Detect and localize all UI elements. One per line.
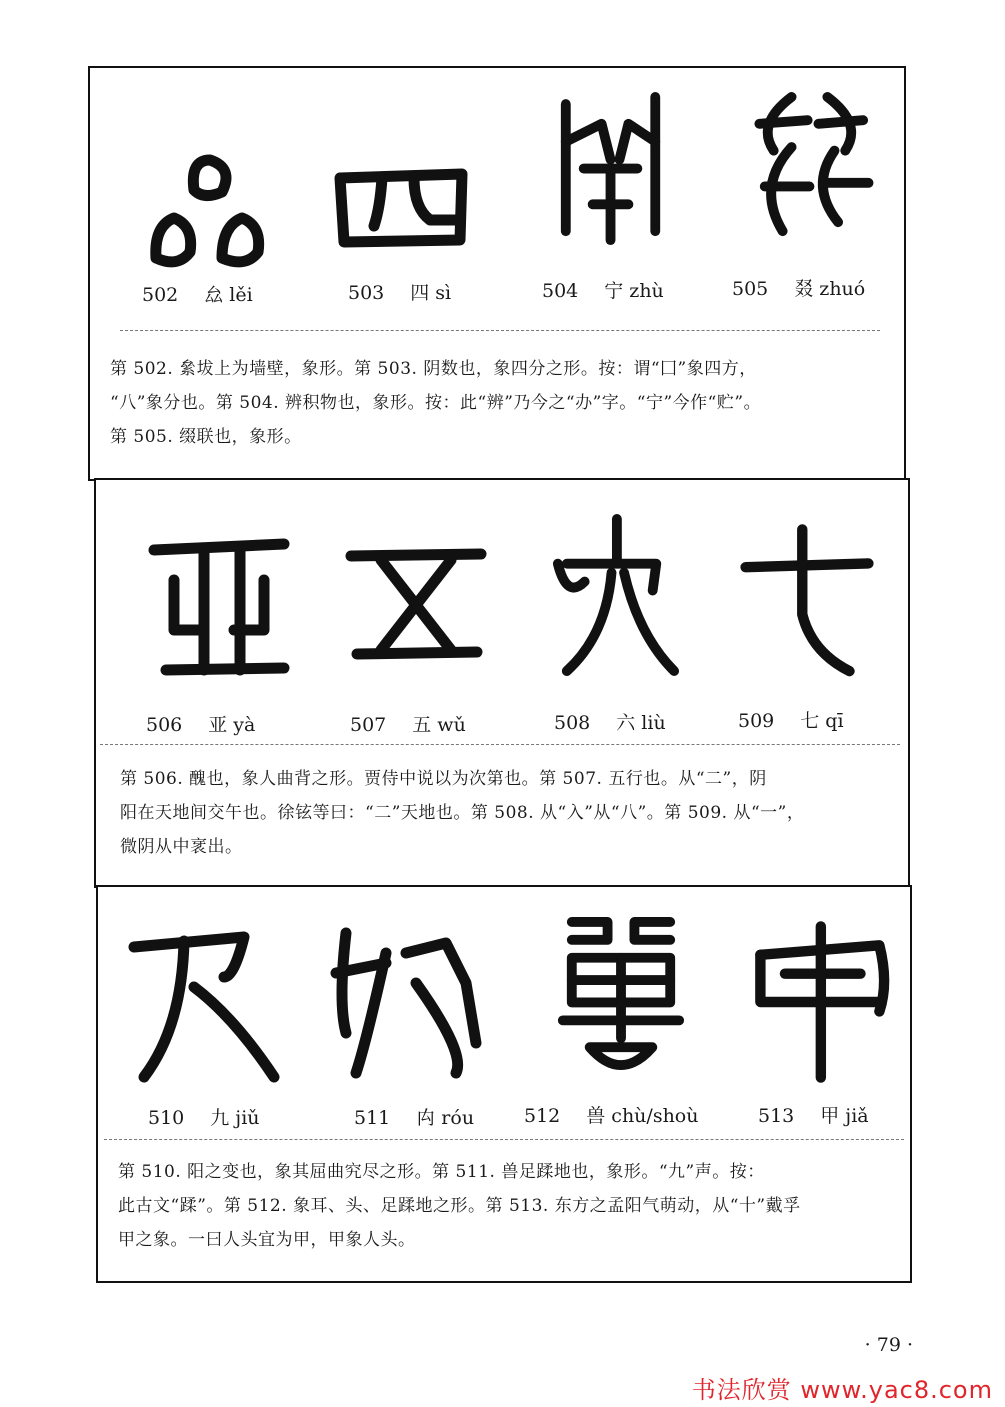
dashed-divider	[104, 1139, 904, 1140]
description-text: 第 502. 絫坺上为墙壁，象形。第 503. 阴数也，象四分之形。按：谓“囗”象四方， “八”象分也。第 504. 辨积物也，象形。按：此“辨”乃今之“办”字。“宁”今作“贮”。 第 505. 缀联也，象形。	[110, 359, 762, 447]
page-number: · 79 ·	[864, 1334, 913, 1356]
caption-505: 505 叕 zhuó	[732, 278, 866, 300]
caption-504: 504 宁 zhù	[542, 280, 664, 302]
caption-512: 512 兽 chù/shoù	[524, 1105, 699, 1127]
jiu-seal-glyph	[124, 917, 274, 1087]
qi-seal-glyph	[732, 520, 882, 690]
shou-seal-glyph	[546, 913, 696, 1083]
dashed-divider	[120, 330, 880, 331]
caption-513: 513 甲 jiǎ	[758, 1105, 869, 1127]
caption-509: 509 七 qī	[738, 710, 844, 732]
lei-seal-glyph	[142, 108, 292, 278]
si-seal-glyph	[330, 108, 480, 278]
caption-508: 508 六 liù	[554, 712, 666, 734]
caption-503: 503 四 sì	[348, 282, 452, 304]
description-text: 第 510. 阳之变也，象其屈曲究尽之形。第 511. 兽足蹂地也，象形。“九”声。按： 此古文“蹂”。第 512. 象耳、头、足蹂地之形。第 513. 东方之孟阳气萌动，从“十”戴孚 甲之象。一曰人头宜为甲，甲象人头。	[118, 1162, 801, 1250]
ya-seal-glyph	[144, 520, 294, 690]
wu-seal-glyph	[341, 530, 491, 700]
zhu-seal-glyph	[540, 88, 690, 258]
caption-511: 511 禸 róu	[354, 1107, 475, 1129]
character-panel-3	[96, 885, 912, 1283]
caption-502: 502 厽 lěi	[142, 284, 253, 306]
character-panel-1	[88, 66, 906, 481]
zhuo-seal-glyph	[730, 88, 880, 258]
liu-seal-glyph	[541, 510, 691, 680]
description-text: 第 506. 醜也，象人曲背之形。贾侍中说以为次第也。第 507. 五行也。从“二”，阴 阳在天地间交午也。徐铉等曰：“二”天地也。第 508. 从“入”从“八”。第 509. 从“一”， 微阴从中衺出。	[120, 769, 805, 857]
caption-506: 506 亚 yà	[146, 714, 256, 736]
caption-507: 507 五 wǔ	[350, 714, 466, 736]
jia-seal-glyph	[743, 917, 893, 1087]
dashed-divider	[100, 744, 900, 745]
character-panel-2	[94, 478, 910, 888]
watermark: 书法欣赏 www.yac8.com	[691, 1376, 993, 1404]
rou-seal-glyph	[326, 923, 476, 1093]
caption-510: 510 九 jiǔ	[148, 1107, 260, 1129]
